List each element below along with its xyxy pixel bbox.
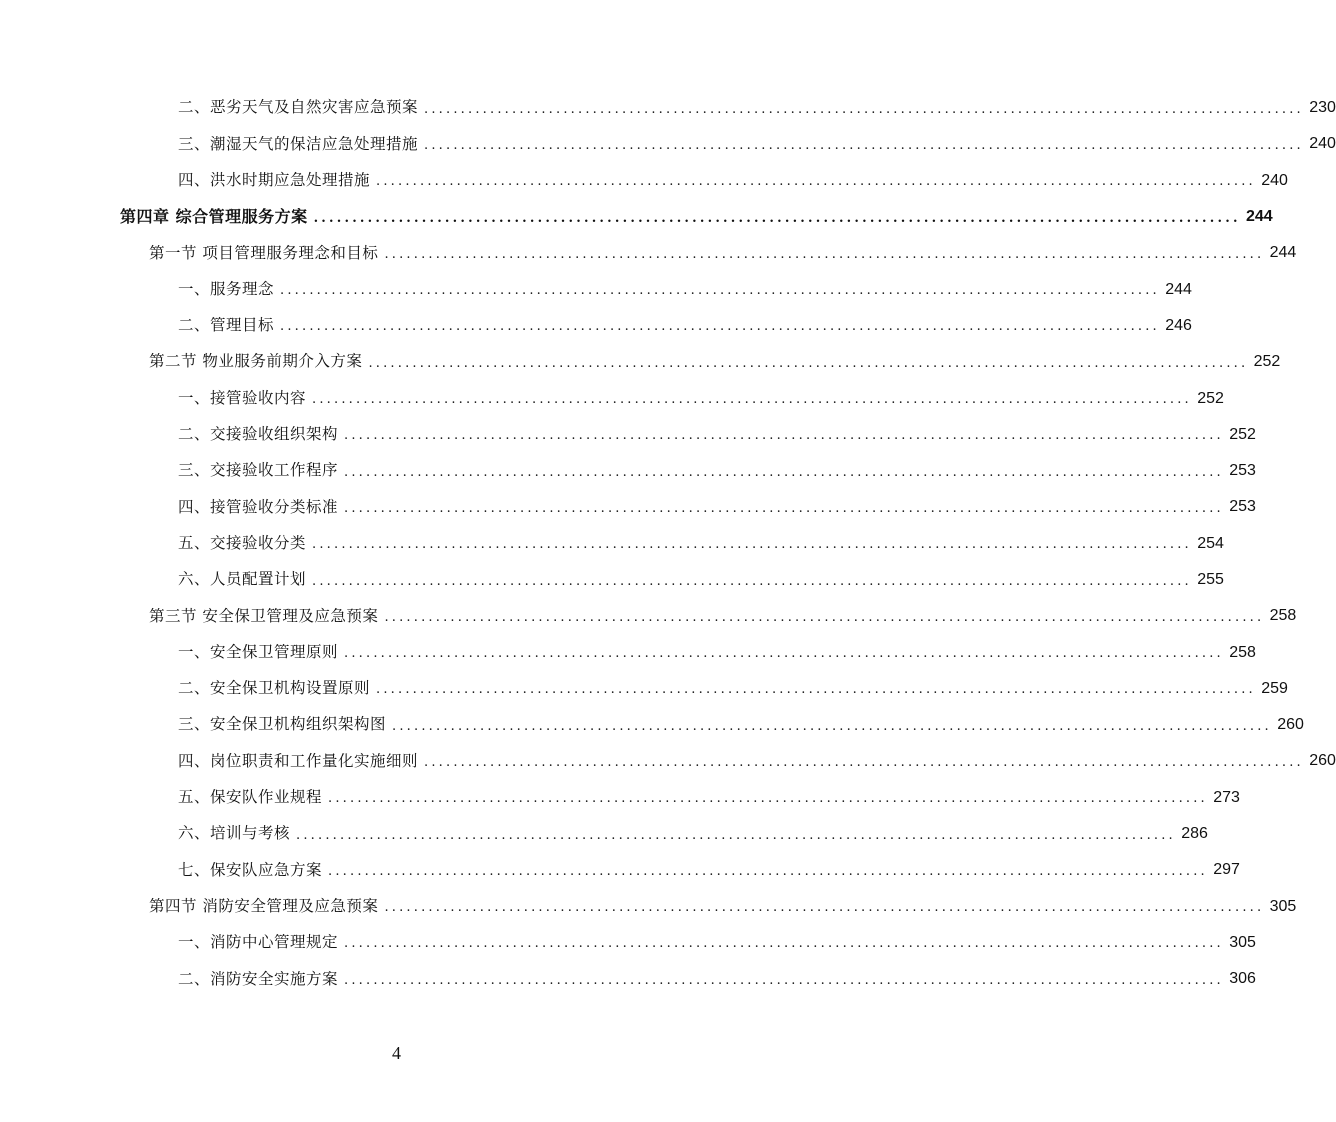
toc-subsection-entry[interactable] [0,380,1224,416]
toc-entry-page: 253 [1229,462,1256,480]
toc-entry-page: 240 [1309,135,1336,153]
toc-entry-title: 六、人员配置计划 [178,570,307,589]
toc-leader-dots: ........................................................................................................................ [384,900,1265,916]
toc-section-entry[interactable] [0,889,1297,925]
toc-leader-dots: ........................................................................................................................ [312,573,1192,589]
toc-entry-page: 252 [1197,389,1224,407]
toc-leader-dots: ........................................................................................................................ [344,972,1224,988]
toc-leader-dots: ........................................................................................................................ [344,428,1224,444]
toc-entry-page: 286 [1181,825,1208,843]
toc-subsection-entry[interactable] [0,526,1224,562]
toc-subsection-entry[interactable] [0,780,1240,816]
toc-entry-page: 244 [1165,280,1192,298]
toc-entry-page: 258 [1269,607,1297,625]
toc-leader-dots: ........................................................................................................................ [312,537,1192,553]
toc-entry-title: 二、管理目标 [178,316,275,335]
toc-entry-title: 第二节 物业服务前期介入方案 [149,352,363,371]
toc-entry-title: 四、接管验收分类标准 [178,497,339,516]
toc-entry-title: 四、岗位职责和工作量化实施细则 [178,751,419,770]
page-number: 4 [392,1043,401,1063]
toc-leader-dots: ........................................................................................................................ [392,718,1272,734]
toc-entry-title: 五、交接验收分类 [178,533,307,552]
toc-subsection-entry[interactable] [0,961,1256,997]
toc-entry-page: 230 [1309,99,1336,117]
toc-section-entry[interactable] [0,598,1297,634]
toc-entry-title: 一、接管验收内容 [178,388,307,407]
toc-entry-title: 六、培训与考核 [178,824,291,843]
toc-subsection-entry[interactable] [0,562,1224,598]
toc-subsection-entry[interactable] [0,852,1240,888]
toc-entry-page: 240 [1261,171,1288,189]
toc-chapter-entry[interactable] [0,199,1273,235]
toc-entry-title: 第三节 安全保卫管理及应急预案 [149,606,379,625]
toc-leader-dots: ........................................................................................................................ [280,319,1160,335]
toc-entry-title: 五、保安队作业规程 [178,788,323,807]
toc-entry-page: 305 [1229,933,1256,951]
table-of-contents [0,90,1336,997]
toc-subsection-entry[interactable] [0,816,1208,852]
toc-subsection-entry[interactable] [0,126,1336,162]
toc-entry-title: 一、服务理念 [178,279,275,298]
toc-entry-page: 244 [1245,208,1273,226]
toc-entry-page: 253 [1229,498,1256,516]
toc-leader-dots: ........................................................................................................................ [280,283,1160,299]
toc-entry-title: 一、消防中心管理规定 [178,933,339,952]
toc-entry-page: 258 [1229,643,1256,661]
toc-entry-page: 260 [1277,716,1304,734]
toc-entry-page: 246 [1165,316,1192,334]
toc-entry-page: 297 [1213,861,1240,879]
toc-leader-dots: ........................................................................................................................ [344,936,1224,952]
toc-subsection-entry[interactable] [0,489,1256,525]
toc-subsection-entry[interactable] [0,453,1256,489]
toc-subsection-entry[interactable] [0,925,1256,961]
toc-leader-dots: ........................................................................................................................ [424,137,1304,153]
toc-section-entry[interactable] [0,344,1281,380]
toc-leader-dots: ........................................................................................................................ [344,464,1224,480]
toc-entry-page: 252 [1253,353,1281,371]
toc-entry-title: 七、保安队应急方案 [178,860,323,879]
toc-leader-dots: ........................................................................................................................ [328,791,1208,807]
toc-leader-dots: ........................................................................................................................ [344,646,1224,662]
toc-leader-dots: ........................................................................................................................ [424,101,1304,117]
toc-leader-dots: ........................................................................................................................ [376,174,1256,190]
toc-leader-dots: ........................................................................................................................ [376,682,1256,698]
toc-entry-title: 二、消防安全实施方案 [178,969,339,988]
toc-entry-page: 273 [1213,788,1240,806]
toc-leader-dots: ........................................................................................................................ [296,827,1176,843]
toc-subsection-entry[interactable] [0,671,1288,707]
toc-leader-dots: ........................................................................................................................ [328,863,1208,879]
toc-entry-page: 259 [1261,679,1288,697]
toc-entry-title: 一、安全保卫管理原则 [178,642,339,661]
toc-subsection-entry[interactable] [0,417,1256,453]
toc-leader-dots: ........................................................................................................................ [344,500,1224,516]
toc-entry-title: 三、安全保卫机构组织架构图 [178,715,387,734]
toc-entry-page: 255 [1197,571,1224,588]
toc-subsection-entry[interactable] [0,308,1192,344]
toc-leader-dots: ........................................................................................................................ [384,609,1265,625]
toc-entry-title: 二、恶劣天气及自然灾害应急预案 [178,98,419,117]
toc-entry-title: 四、洪水时期应急处理措施 [178,170,371,189]
toc-subsection-entry[interactable] [0,90,1336,126]
toc-entry-page: 252 [1229,425,1256,443]
toc-leader-dots: ........................................................................................................................ [384,246,1265,262]
toc-section-entry[interactable] [0,235,1297,271]
toc-entry-title: 三、交接验收工作程序 [178,461,339,480]
toc-entry-title: 第四章 综合管理服务方案 [120,207,308,227]
toc-subsection-entry[interactable] [0,163,1288,199]
toc-entry-page: 254 [1197,534,1224,552]
toc-leader-dots: ........................................................................................................................ [312,392,1192,408]
toc-subsection-entry[interactable] [0,743,1336,779]
toc-subsection-entry[interactable] [0,634,1256,670]
toc-leader-dots: ........................................................................................................................ [424,754,1304,770]
toc-entry-title: 第一节 项目管理服务理念和目标 [149,243,379,262]
toc-entry-title: 第四节 消防安全管理及应急预案 [149,896,379,915]
toc-entry-title: 三、潮湿天气的保洁应急处理措施 [178,134,419,153]
toc-leader-dots: ........................................................................................................................ [313,210,1241,226]
toc-leader-dots: ........................................................................................................................ [368,355,1249,371]
toc-subsection-entry[interactable] [0,271,1192,307]
toc-entry-page: 306 [1229,970,1256,988]
toc-entry-page: 305 [1269,897,1297,915]
toc-entry-page: 260 [1309,752,1336,770]
toc-entry-page: 244 [1269,244,1297,262]
toc-subsection-entry[interactable] [0,707,1304,743]
toc-entry-title: 二、交接验收组织架构 [178,425,339,444]
toc-entry-title: 二、安全保卫机构设置原则 [178,679,371,698]
